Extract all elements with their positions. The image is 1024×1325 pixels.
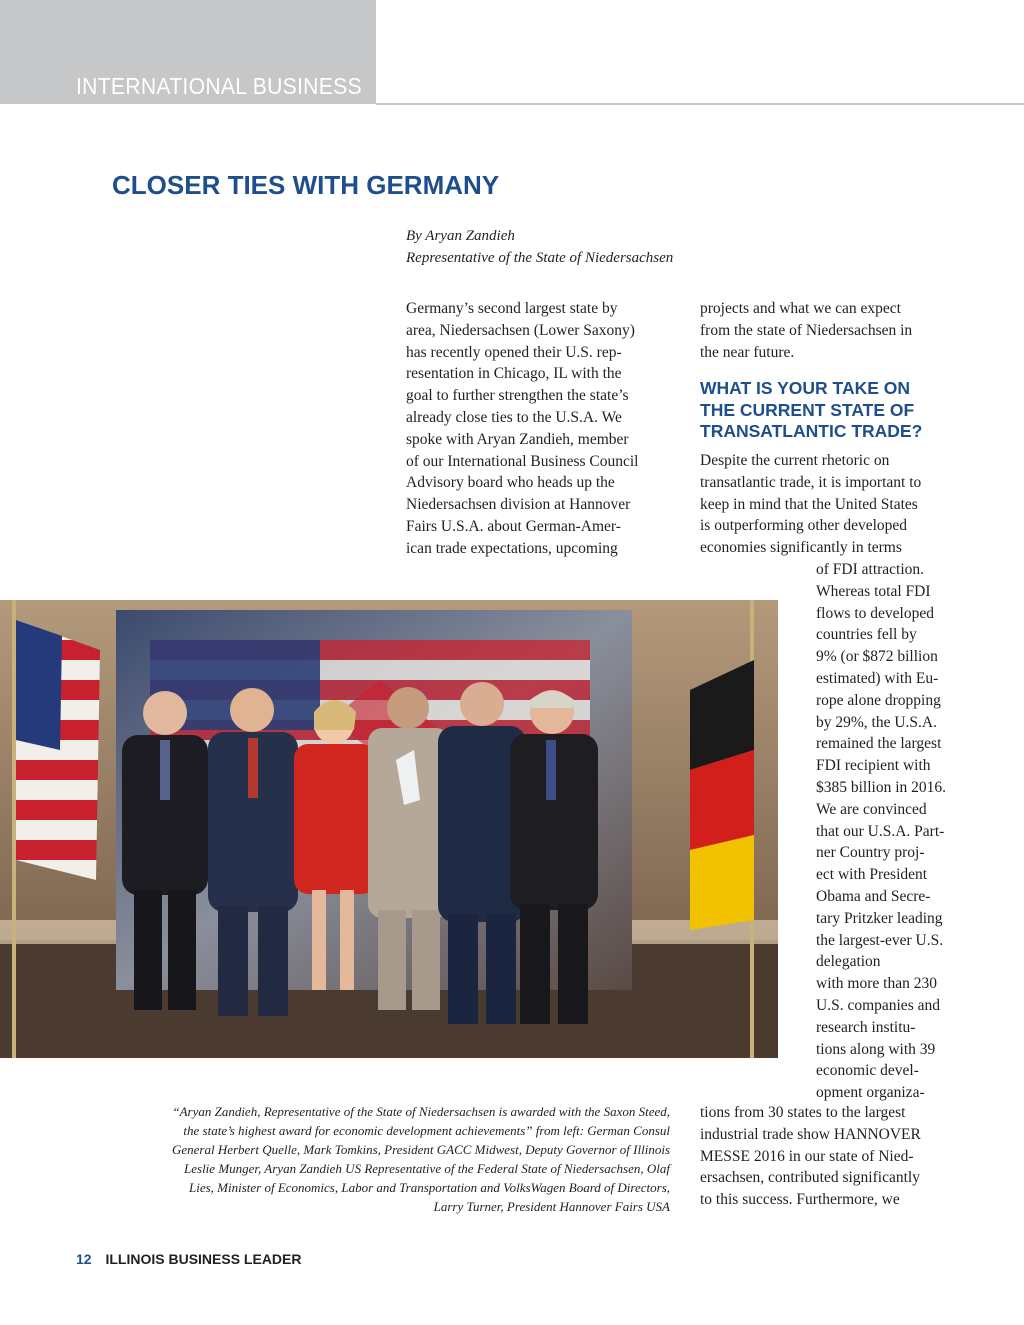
body-line: research institu- — [816, 1018, 916, 1036]
body-line: projects and what we can expect — [700, 300, 901, 317]
body-line: of our International Business Council — [406, 452, 639, 470]
body-line: industrial trade show HANNOVER — [700, 1125, 921, 1143]
body-line: goal to further strengthen the state’s — [406, 387, 629, 405]
body-line: keep in mind that the United States — [700, 495, 918, 513]
body-line: the near future. — [700, 343, 795, 361]
subhead-line: TRANSATLANTIC TRADE? — [700, 421, 923, 441]
article-title: CLOSER TIES WITH GERMANY — [112, 170, 500, 200]
answer-column — [700, 450, 921, 559]
body-line: the largest-ever U.S. — [816, 931, 944, 949]
answer-wrap-column — [816, 559, 946, 1104]
body-line: to this success. Furthermore, we — [700, 1191, 900, 1209]
body-line: ican trade expectations, upcoming — [406, 539, 618, 557]
body-line: Whereas total FDI — [816, 582, 931, 600]
body-line: ect with President — [816, 866, 928, 884]
byline-role: Representative of the State of Niedersachsen — [406, 250, 674, 266]
caption-line: Larry Turner, President Hannover Fairs USA — [433, 1199, 670, 1214]
body-line: $385 billion in 2016. — [816, 778, 947, 796]
body-line: Fairs U.S.A. about German-Amer- — [406, 517, 621, 535]
body-line: area, Niedersachsen (Lower Saxony) — [406, 321, 635, 339]
question-subhead — [700, 378, 922, 443]
body-line: transatlantic trade, it is important to — [700, 473, 922, 491]
body-line: We are convinced — [816, 800, 927, 818]
caption-line: Lies, Minister of Economics, Labor and Transportation and VolksWagen Board of Directors, — [188, 1180, 670, 1195]
body-line: that our U.S.A. Part- — [816, 822, 945, 840]
body-line: estimated) with Eu- — [816, 669, 939, 687]
caption-line: the state’s highest award for economic development achievements” from left: German Consul — [183, 1123, 670, 1138]
byline-author: By Aryan Zandieh — [406, 228, 515, 244]
body-line: tions along with 39 — [816, 1040, 936, 1058]
body-line: has recently opened their U.S. rep- — [406, 343, 622, 361]
subhead-line: WHAT IS YOUR TAKE ON — [700, 378, 910, 398]
award-photo — [0, 600, 778, 1058]
body-line: rope alone dropping — [816, 691, 941, 709]
body-line: is outperforming other developed — [700, 517, 908, 535]
body-line: spoke with Aryan Zandieh, member — [406, 430, 629, 448]
body-line: of FDI attraction. — [816, 561, 925, 578]
body-line: U.S. companies and — [816, 996, 940, 1014]
caption-line: Leslie Munger, Aryan Zandieh US Representative of the Federal State of Niedersachsen, Olaf — [184, 1161, 670, 1176]
body-line: countries fell by — [816, 626, 917, 644]
subhead-line: THE CURRENT STATE OF — [700, 399, 915, 420]
page-number: 12 — [76, 1251, 92, 1267]
photo-caption — [100, 1102, 670, 1216]
body-line: Niedersachsen division at Hannover — [406, 496, 631, 514]
body-line: Obama and Secre- — [816, 887, 931, 905]
answer-tail-column — [700, 1102, 921, 1211]
body-line: from the state of Niedersachsen in — [700, 321, 913, 339]
publication-name: ILLINOIS BUSINESS LEADER — [105, 1251, 302, 1267]
body-line: economic devel- — [816, 1062, 919, 1080]
page-footer — [76, 1251, 302, 1267]
intro-continued-column — [700, 298, 912, 363]
body-line: opment organiza- — [816, 1084, 925, 1102]
body-line: resentation in Chicago, IL with the — [406, 365, 622, 383]
body-line: already close ties to the U.S.A. We — [406, 408, 622, 426]
caption-line: “Aryan Zandieh, Representative of the State of Niedersachsen is awarded with the Saxon Steed, — [172, 1104, 670, 1119]
body-line: Germany’s second largest state by — [406, 300, 618, 317]
body-line: ner Country proj- — [816, 844, 925, 862]
body-line: tions from 30 states to the largest — [700, 1104, 906, 1121]
section-label: INTERNATIONAL BUSINESS — [76, 73, 362, 99]
header-rule — [376, 103, 1024, 105]
body-line: remained the largest — [816, 735, 942, 753]
body-line: delegation — [816, 953, 881, 971]
caption-line: General Herbert Quelle, Mark Tomkins, President GACC Midwest, Deputy Governor of Illinois — [171, 1142, 670, 1157]
body-line: flows to developed — [816, 604, 934, 622]
body-line: Despite the current rhetoric on — [700, 452, 890, 469]
byline — [406, 225, 673, 269]
body-line: ersachsen, contributed significantly — [700, 1169, 920, 1187]
body-line: economies significantly in terms — [700, 539, 902, 557]
body-line: FDI recipient with — [816, 757, 931, 775]
body-line: Advisory board who heads up the — [406, 474, 615, 492]
body-line: tary Pritzker leading — [816, 909, 943, 927]
body-line: by 29%, the U.S.A. — [816, 713, 937, 731]
body-line: with more than 230 — [816, 975, 937, 993]
body-line: MESSE 2016 in our state of Nied- — [700, 1147, 914, 1165]
intro-column — [406, 298, 638, 560]
body-line: 9% (or $872 billion — [816, 648, 938, 666]
